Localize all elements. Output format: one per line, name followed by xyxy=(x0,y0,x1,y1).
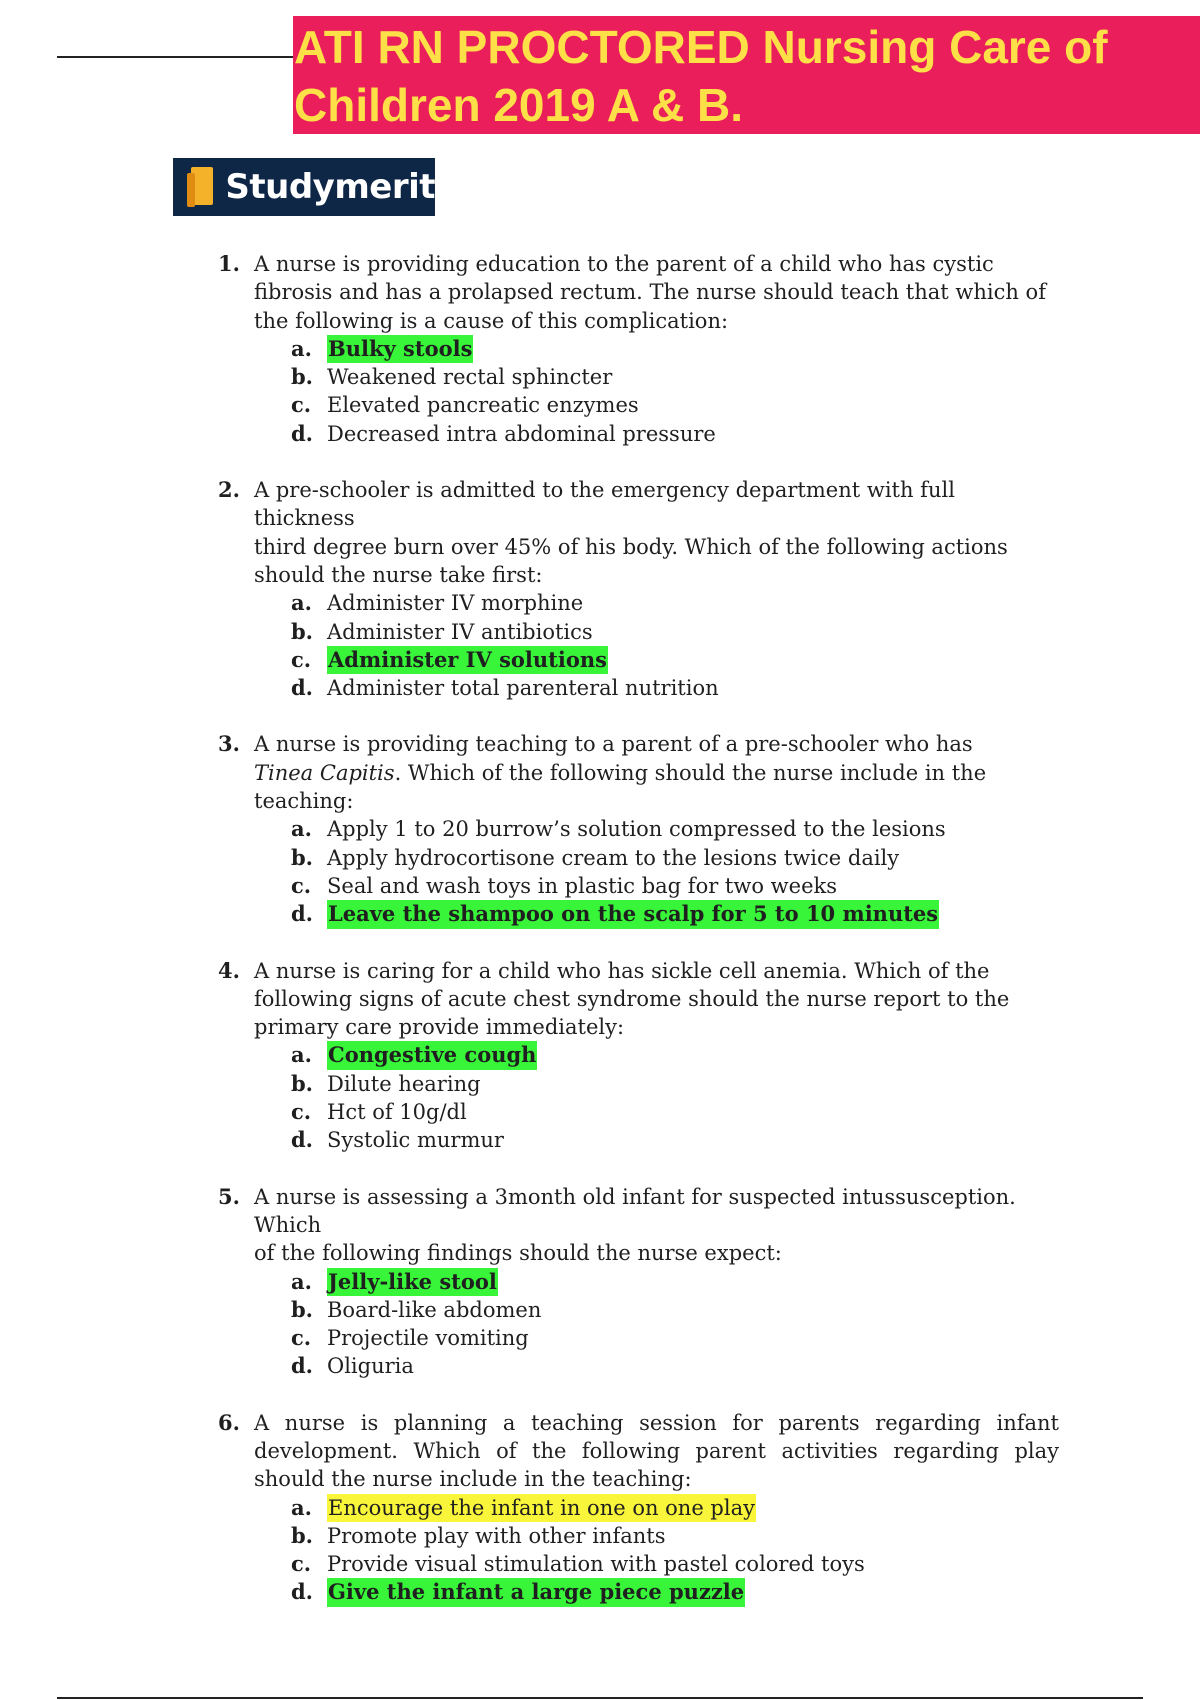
question-item xyxy=(0,730,1200,928)
question-text xyxy=(254,957,1059,1042)
option-letter: b. xyxy=(291,1296,313,1322)
option-text: Administer IV antibiotics xyxy=(327,619,593,644)
options-list xyxy=(0,1041,1200,1154)
question-text-line: A nurse is caring for a child who has sickle cell anemia. Which of the xyxy=(254,958,990,983)
question-text-line: should the nurse take first: xyxy=(254,562,543,587)
answer-option xyxy=(0,1296,1200,1324)
option-letter: b. xyxy=(291,618,313,644)
option-letter: d. xyxy=(291,675,313,701)
option-letter: a. xyxy=(291,816,312,842)
answer-option xyxy=(0,1126,1200,1154)
option-letter: b. xyxy=(291,1070,313,1096)
option-letter: c. xyxy=(291,1099,312,1125)
question-number: 2. xyxy=(218,477,240,503)
title-banner xyxy=(293,16,1200,134)
question-text xyxy=(254,1183,1059,1268)
answer-option xyxy=(0,1522,1200,1550)
question-text-line: primary care provide immediately: xyxy=(254,1015,625,1040)
options-list xyxy=(0,1268,1200,1381)
answer-option xyxy=(0,618,1200,646)
answer-option xyxy=(0,646,1200,674)
highlighted-answer: Administer IV solutions xyxy=(327,646,608,674)
answer-option xyxy=(0,363,1200,391)
question-text-line: the following is a cause of this complication: xyxy=(254,308,729,333)
options-list xyxy=(0,589,1200,702)
question-number: 4. xyxy=(218,957,240,983)
option-text: Apply hydrocortisone cream to the lesions twice daily xyxy=(327,845,900,870)
answer-option xyxy=(0,1352,1200,1380)
answer-option xyxy=(0,335,1200,363)
option-text: Administer IV morphine xyxy=(327,591,584,616)
footer-rule xyxy=(57,1697,1143,1699)
question-text-line: A nurse is assessing a 3month old infant for suspected intussusception. Which xyxy=(254,1184,1016,1237)
question-text-line: following signs of acute chest syndrome should the nurse report to the xyxy=(254,986,1010,1011)
answer-option xyxy=(0,1041,1200,1069)
option-text: Seal and wash toys in plastic bag for two weeks xyxy=(327,873,837,898)
title-line-2: Children 2019 A & B. xyxy=(294,79,744,131)
studymerit-logo xyxy=(173,158,435,216)
option-text: Apply 1 to 20 burrow’s solution compressed to the lesions xyxy=(327,817,946,842)
highlighted-answer: Leave the shampoo on the scalp for 5 to 10 minutes xyxy=(327,900,939,928)
answer-option xyxy=(0,900,1200,928)
option-letter: a. xyxy=(291,590,312,616)
option-text: Oliguria xyxy=(327,1354,414,1379)
question-text-line: A nurse is providing teaching to a parent of a pre-schooler who has xyxy=(254,732,973,757)
options-list xyxy=(0,815,1200,928)
option-text: Projectile vomiting xyxy=(327,1326,529,1351)
answer-option xyxy=(0,420,1200,448)
option-text: Administer total parenteral nutrition xyxy=(327,676,719,701)
option-letter: b. xyxy=(291,1522,313,1548)
option-letter: a. xyxy=(291,1268,312,1294)
answer-option xyxy=(0,872,1200,900)
option-letter: d. xyxy=(291,420,313,446)
question-text-line: third degree burn over 45% of his body. Which of the following actions xyxy=(254,534,1008,559)
option-letter: d. xyxy=(291,901,313,927)
answer-option xyxy=(0,1550,1200,1578)
option-text: Dilute hearing xyxy=(327,1071,481,1096)
option-letter: d. xyxy=(291,1353,313,1379)
option-text: Systolic murmur xyxy=(327,1128,504,1153)
answer-option xyxy=(0,1494,1200,1522)
highlighted-answer: Jelly-like stool xyxy=(327,1268,498,1296)
option-text: Provide visual stimulation with pastel colored toys xyxy=(327,1552,865,1577)
question-text-line: Tinea Capitis. Which of the following should the nurse include in the xyxy=(254,760,987,785)
question-item xyxy=(0,476,1200,702)
question-item xyxy=(0,957,1200,1155)
question-item xyxy=(0,1409,1200,1607)
answer-option xyxy=(0,674,1200,702)
option-letter: b. xyxy=(291,364,313,390)
question-number: 3. xyxy=(218,731,240,757)
option-text: Weakened rectal sphincter xyxy=(327,365,613,390)
option-letter: b. xyxy=(291,844,313,870)
option-letter: c. xyxy=(291,872,312,898)
option-letter: a. xyxy=(291,1494,312,1520)
answer-option xyxy=(0,1268,1200,1296)
question-item xyxy=(0,1183,1200,1381)
answer-option xyxy=(0,589,1200,617)
question-text xyxy=(254,476,1059,589)
answer-option xyxy=(0,1324,1200,1352)
header-rule xyxy=(57,56,293,58)
option-letter: a. xyxy=(291,1042,312,1068)
answer-option xyxy=(0,844,1200,872)
options-list xyxy=(0,335,1200,448)
answer-option xyxy=(0,1098,1200,1126)
question-number: 6. xyxy=(218,1409,240,1435)
answer-option xyxy=(0,1578,1200,1606)
option-letter: c. xyxy=(291,392,312,418)
answer-option xyxy=(0,391,1200,419)
answer-option xyxy=(0,1070,1200,1098)
question-text-line: teaching: xyxy=(254,789,354,814)
highlighted-answer: Encourage the infant in one on one play xyxy=(327,1494,756,1522)
question-text-line: fibrosis and has a prolapsed rectum. The nurse should teach that which of xyxy=(254,280,1046,305)
option-letter: a. xyxy=(291,335,312,361)
option-letter: c. xyxy=(291,646,312,672)
question-text-line: of the following findings should the nurse expect: xyxy=(254,1241,782,1266)
answer-option xyxy=(0,815,1200,843)
title-line-1: ATI RN PROCTORED Nursing Care of xyxy=(294,21,1108,73)
highlighted-answer: Give the infant a large piece puzzle xyxy=(327,1578,745,1606)
option-letter: c. xyxy=(291,1325,312,1351)
question-text-line: A nurse is providing education to the parent of a child who has cystic xyxy=(254,252,994,276)
option-text: Decreased intra abdominal pressure xyxy=(327,421,716,446)
question-number: 5. xyxy=(218,1183,240,1209)
logo-text: Studymerit xyxy=(225,167,435,207)
question-list xyxy=(0,250,1200,1635)
highlighted-answer: Bulky stools xyxy=(327,335,473,363)
question-text xyxy=(254,730,1059,815)
option-letter: d. xyxy=(291,1579,313,1605)
question-item xyxy=(0,250,1200,448)
option-text: Elevated pancreatic enzymes xyxy=(327,393,639,418)
option-letter: d. xyxy=(291,1127,313,1153)
question-text xyxy=(254,1409,1059,1494)
question-text-line: A nurse is planning a teaching session for parents regarding infant development. Which of the following parent activities regarding play should the nurse include in the teaching: xyxy=(254,1410,1059,1492)
option-text: Board-like abdomen xyxy=(327,1297,542,1322)
highlighted-answer: Congestive cough xyxy=(327,1041,537,1069)
question-text xyxy=(254,250,1059,335)
question-text-line: A pre-schooler is admitted to the emergency department with full thickness xyxy=(254,478,955,531)
option-text: Promote play with other infants xyxy=(327,1523,666,1548)
option-text: Hct of 10g/dl xyxy=(327,1100,467,1125)
option-letter: c. xyxy=(291,1551,312,1577)
question-number: 1. xyxy=(218,251,240,276)
options-list xyxy=(0,1494,1200,1607)
book-icon xyxy=(185,165,215,209)
